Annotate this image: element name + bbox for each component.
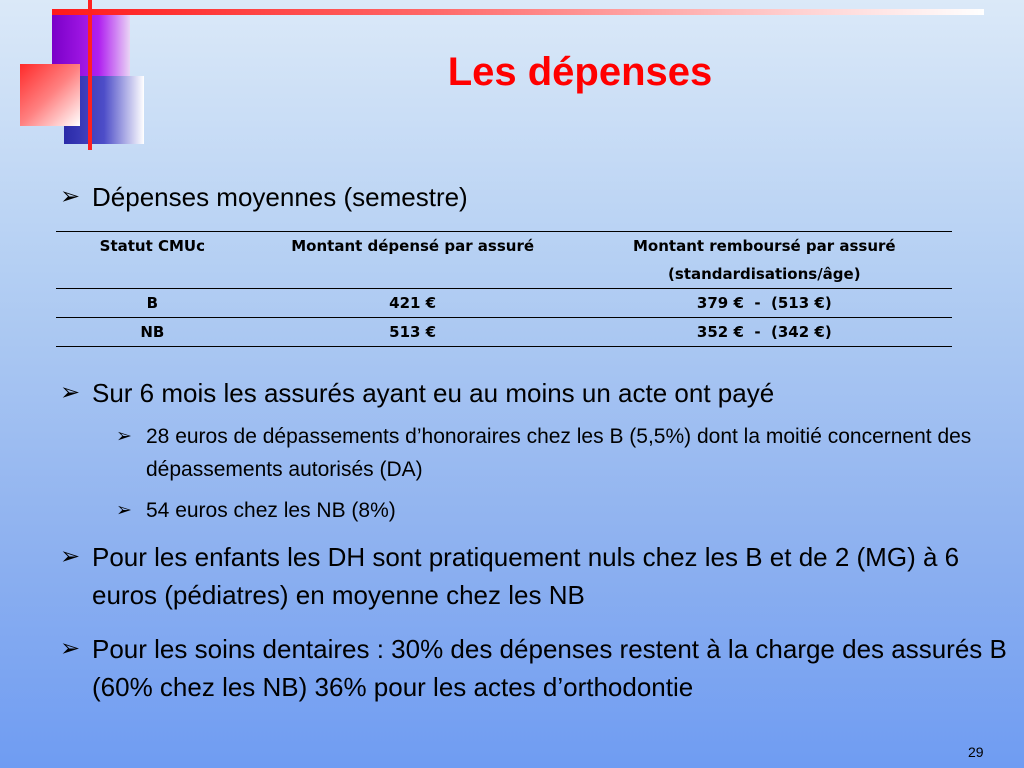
bullet-six-mois xyxy=(60,374,1010,412)
bullet-text: 28 euros de dépassements d’honoraires chez les B (5,5%) dont la moitié concernent des dépassements autorisés (DA) xyxy=(146,425,972,481)
decorative-top-rule xyxy=(52,9,984,15)
bullet-text: Pour les soins dentaires : 30% des dépenses restent à la charge des assurés B (60% chez les NB) 36% pour les actes d’orthodontie xyxy=(92,634,1007,702)
arrow-bullet-icon: ➢ xyxy=(116,500,132,521)
column-header-statut: Statut CMUc xyxy=(99,237,206,255)
expenses-table xyxy=(56,231,952,347)
table-cell: 379 € - (513 €) xyxy=(696,294,832,312)
decorative-red-block xyxy=(20,64,80,126)
bullet-text: 54 euros chez les NB (8%) xyxy=(146,499,396,522)
bullet-text: Pour les enfants les DH sont pratiquement nuls chez les B et de 2 (MG) à 6 euros (pédiatres) en moyenne chez les NB xyxy=(92,542,960,610)
bullet-enfants xyxy=(60,538,1024,614)
table-row xyxy=(56,318,952,347)
subbullet-depassements xyxy=(116,420,1010,486)
bullet-depenses-moyennes xyxy=(60,178,1000,216)
arrow-bullet-icon: ➢ xyxy=(60,379,81,406)
column-header-montant-rembourse: Montant remboursé par assuré (standardisations/âge) xyxy=(632,237,896,283)
subbullet-nb xyxy=(116,494,1010,527)
table-header-row xyxy=(56,232,952,289)
decorative-vertical-rule xyxy=(88,0,92,150)
slide-title: Les dépenses xyxy=(447,50,713,94)
arrow-bullet-icon: ➢ xyxy=(60,183,81,210)
bullet-soins-dentaires xyxy=(60,630,1024,706)
table-cell: 513 € xyxy=(389,323,437,341)
arrow-bullet-icon: ➢ xyxy=(116,426,132,447)
bullet-text: Sur 6 mois les assurés ayant eu au moins un acte ont payé xyxy=(92,378,775,408)
bullet-text: Dépenses moyennes (semestre) xyxy=(92,182,468,212)
table-cell: B xyxy=(146,294,159,312)
table-row xyxy=(56,289,952,318)
arrow-bullet-icon: ➢ xyxy=(60,635,81,662)
table-cell: NB xyxy=(140,323,165,341)
column-header-montant-depense: Montant dépensé par assuré xyxy=(291,237,535,255)
table-cell: 352 € - (342 €) xyxy=(696,323,832,341)
arrow-bullet-icon: ➢ xyxy=(60,543,81,570)
table-cell: 421 € xyxy=(389,294,437,312)
page-number: 29 xyxy=(968,744,984,760)
